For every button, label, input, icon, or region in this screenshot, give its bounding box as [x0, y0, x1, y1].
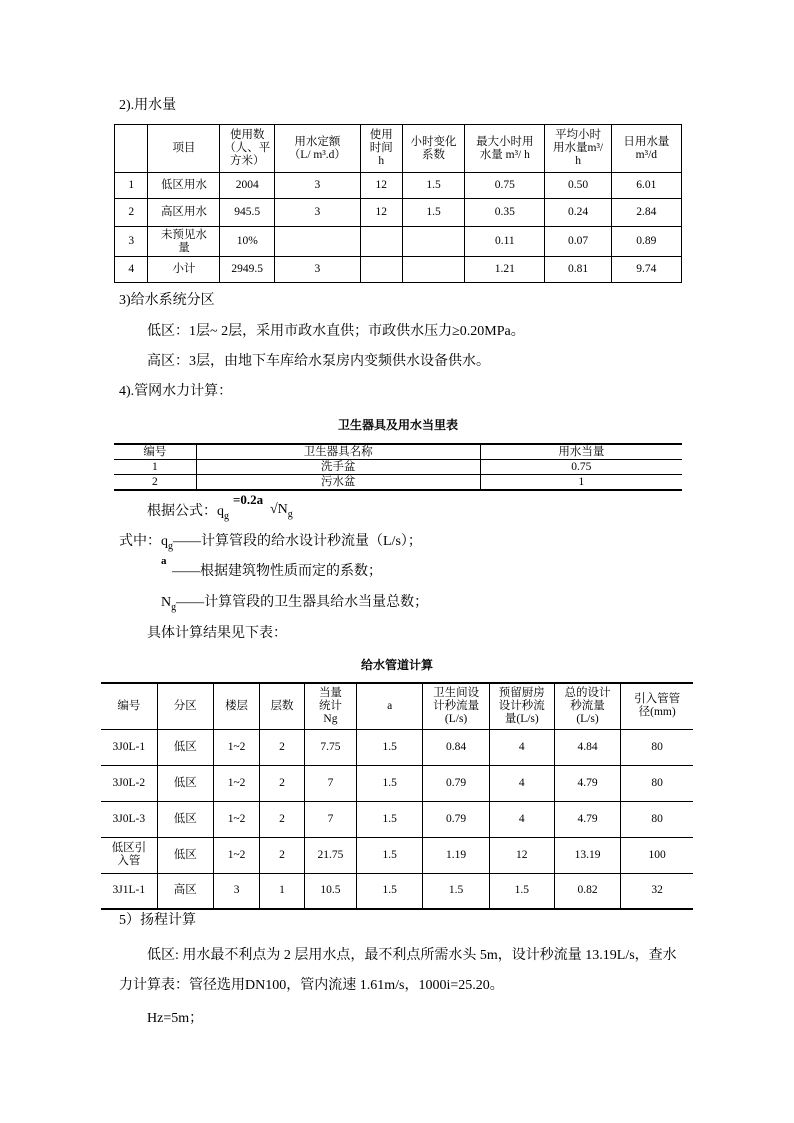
cell: 4: [489, 765, 554, 801]
definition-ng: [161, 593, 428, 618]
cell: 1~2: [213, 765, 259, 801]
header-cell: [115, 125, 148, 173]
table-row: [101, 801, 693, 837]
cell: 4: [489, 801, 554, 837]
cell: 高区用水: [148, 199, 220, 227]
cell: 3J1L-1: [101, 873, 157, 909]
cell: 80: [621, 765, 693, 801]
cell: 未预见水量: [148, 227, 220, 257]
subscript: g: [171, 601, 177, 613]
cell: [402, 227, 464, 257]
head-calc-line-1: 低区: 用水最不利点为 2 层用水点，最不利点所需水头 5m，设计秒流量 13.19L/s，查水: [147, 948, 677, 963]
cell: [360, 257, 402, 283]
table-row: [114, 460, 682, 475]
cell: 2: [114, 475, 196, 491]
cell: 0.35: [465, 199, 545, 227]
cell: 3J0L-2: [101, 765, 157, 801]
header-cell: 卫生器具名称: [196, 444, 480, 460]
header-cell: 编号: [101, 683, 157, 729]
cell: 3: [275, 257, 361, 283]
fixture-table-title: 卫生器具及用水当里表: [337, 418, 458, 432]
header-cell: 引入管管径(mm): [621, 683, 693, 729]
header-cell: 使用时间h: [360, 125, 402, 173]
cell: 1: [260, 873, 304, 909]
section-4-heading: 4).管网水力计算：: [119, 384, 233, 399]
header-cell: 使用数（人、平方米）: [220, 125, 275, 173]
water-consumption-table: [114, 124, 682, 283]
cell: 1~2: [213, 837, 259, 873]
header-cell: 分区: [157, 683, 213, 729]
hz-value: Hz=5m；: [147, 1011, 204, 1026]
cell: 2949.5: [220, 257, 275, 283]
cell: 1.5: [357, 729, 423, 765]
cell: 0.89: [611, 227, 681, 257]
cell: 12: [360, 199, 402, 227]
cell: 9.74: [611, 257, 681, 283]
cell: 945.5: [220, 199, 275, 227]
section-5-heading: 5）扬程计算: [119, 913, 196, 928]
cell: 0.81: [545, 257, 611, 283]
cell: 1.5: [357, 873, 423, 909]
cell: 2.84: [611, 199, 681, 227]
cell: 3J0L-1: [101, 729, 157, 765]
header-cell: 用水当量: [480, 444, 682, 460]
cell: 1.5: [357, 765, 423, 801]
cell: 7.75: [304, 729, 357, 765]
table-header-row: [114, 444, 682, 460]
cell: 4.79: [554, 765, 621, 801]
head-calc-line-2: 力计算表：管径选用DN100，管内流速 1.61m/s，1000i=25.20。: [119, 978, 504, 993]
cell: 低区: [157, 729, 213, 765]
formula-sqrt: [270, 502, 293, 520]
cell: 7: [304, 765, 357, 801]
cell: 1.5: [489, 873, 554, 909]
cell: 0.75: [480, 460, 682, 475]
cell: 4: [489, 729, 554, 765]
header-cell: 编号: [114, 444, 196, 460]
header-cell: 预留厨房设计秒流量(L/s): [489, 683, 554, 729]
cell: 4.84: [554, 729, 621, 765]
cell: 0.24: [545, 199, 611, 227]
formula-subscript: g: [224, 510, 229, 522]
header-cell: 用水定额（L/ m³.d）: [275, 125, 361, 173]
fixture-equivalent-table: [114, 443, 682, 491]
table-header-row: [101, 683, 693, 729]
cell: [360, 227, 402, 257]
cell: 3: [275, 199, 361, 227]
cell: 洗手盆: [196, 460, 480, 475]
header-cell: 当量统计Ng: [304, 683, 357, 729]
symbol-a: a: [161, 555, 167, 567]
table-row: [115, 257, 682, 283]
low-zone-text: 低区：1层~ 2层，采用市政水直供；市政供水压力≥0.20MPa。: [147, 324, 525, 339]
cell: 100: [621, 837, 693, 873]
cell: 3: [213, 873, 259, 909]
cell: 1~2: [213, 729, 259, 765]
table-row: [101, 873, 693, 909]
cell: 7: [304, 801, 357, 837]
header-cell: 项目: [148, 125, 220, 173]
table-row: [115, 199, 682, 227]
cell: 2: [260, 837, 304, 873]
header-cell: 卫生间设计秒流量(L/s): [423, 683, 490, 729]
cell: 0.50: [545, 173, 611, 199]
header-cell: 平均小时用水量m³/ h: [545, 125, 611, 173]
cell: 0.79: [423, 801, 490, 837]
cell: 污水盆: [196, 475, 480, 491]
cell: 2: [260, 801, 304, 837]
cell: 1: [114, 460, 196, 475]
cell: 4: [115, 257, 148, 283]
cell: 80: [621, 729, 693, 765]
cell: [402, 257, 464, 283]
cell: 3J0L-3: [101, 801, 157, 837]
cell: 高区: [157, 873, 213, 909]
cell: 2: [115, 199, 148, 227]
sqrt-term: √N: [270, 502, 288, 517]
cell: 0.79: [423, 765, 490, 801]
cell: 1.21: [465, 257, 545, 283]
cell: 6.01: [611, 173, 681, 199]
definition-text: ——计算管段的给水设计秒流量（L/s）；: [173, 534, 422, 549]
cell: 80: [621, 801, 693, 837]
high-zone-text: 高区：3层，由地下车库给水泵房内变频供水设备供水。: [147, 354, 490, 369]
header-cell: 最大小时用水量 m³/ h: [465, 125, 545, 173]
cell: 1~2: [213, 801, 259, 837]
cell: 10%: [220, 227, 275, 257]
cell: 12: [489, 837, 554, 873]
cell: 4.79: [554, 801, 621, 837]
formula-coefficient: =0.2a: [233, 492, 264, 507]
cell: 1.5: [423, 873, 490, 909]
subscript: g: [168, 540, 173, 552]
formula: [147, 500, 229, 524]
section-2-heading: 2).用水量: [119, 98, 177, 113]
header-cell: 总的设计秒流量(L/s): [554, 683, 621, 729]
header-cell: 小时变化系数: [402, 125, 464, 173]
cell: 12: [360, 173, 402, 199]
cell: 低区: [157, 801, 213, 837]
cell: 小计: [148, 257, 220, 283]
definition-text: ——计算管段的卫生器具给水当量总数；: [176, 595, 429, 610]
definition-qg: [119, 532, 422, 557]
cell: 低区: [157, 765, 213, 801]
result-intro: 具体计算结果见下表：: [147, 626, 287, 641]
cell: 0.11: [465, 227, 545, 257]
cell: 10.5: [304, 873, 357, 909]
cell: 2004: [220, 173, 275, 199]
cell: 0.07: [545, 227, 611, 257]
definition-a: ——根据建筑物性质而定的系数；: [172, 564, 382, 579]
pipe-calculation-table: [101, 682, 693, 910]
cell: 0.82: [554, 873, 621, 909]
cell: 1.5: [402, 173, 464, 199]
cell: 低区: [157, 837, 213, 873]
cell: 1.5: [402, 199, 464, 227]
cell: 21.75: [304, 837, 357, 873]
cell: 13.19: [554, 837, 621, 873]
cell: 32: [621, 873, 693, 909]
cell: 1: [480, 475, 682, 491]
symbol-n: N: [161, 595, 172, 610]
header-cell: 日用水量m³/d: [611, 125, 681, 173]
table-row: [115, 227, 682, 257]
cell: 低区用水: [148, 173, 220, 199]
cell: 3: [275, 173, 361, 199]
formula-subscript: g: [287, 508, 293, 520]
section-3-heading: 3)给水系统分区: [119, 293, 215, 308]
cell: [275, 227, 361, 257]
pipe-table-title: 给水管道计算: [360, 658, 433, 672]
header-cell: 楼层: [213, 683, 259, 729]
cell: 0.75: [465, 173, 545, 199]
cell: 1.5: [357, 837, 423, 873]
header-cell: a: [357, 683, 423, 729]
table-header-row: [115, 125, 682, 173]
cell: 0.84: [423, 729, 490, 765]
cell: 1.19: [423, 837, 490, 873]
table-row: [115, 173, 682, 199]
table-row: [101, 729, 693, 765]
table-row: [114, 475, 682, 491]
cell: 1: [115, 173, 148, 199]
cell: 3: [115, 227, 148, 257]
table-row: [101, 837, 693, 873]
cell: 1.5: [357, 801, 423, 837]
cell: 低区引入管: [101, 837, 157, 873]
cell: 2: [260, 765, 304, 801]
cell: 2: [260, 729, 304, 765]
table-row: [101, 765, 693, 801]
definition-intro: 式中：q: [119, 534, 168, 549]
formula-prefix: 根据公式：q: [147, 504, 224, 519]
header-cell: 层数: [260, 683, 304, 729]
